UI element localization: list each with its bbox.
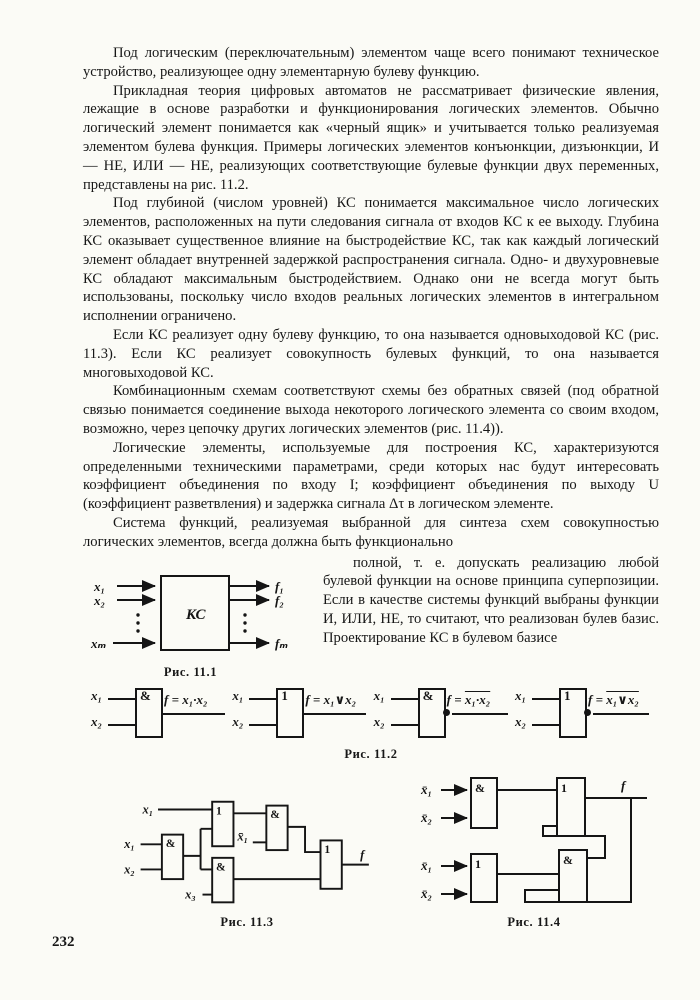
gate-box — [559, 688, 587, 738]
figure-11-3-caption: Рис. 11.3 — [220, 914, 274, 929]
wire — [391, 698, 418, 700]
nor-gate — [513, 686, 653, 744]
gate-formula: f = x₁·x₂ — [164, 691, 208, 707]
output-label-f1: f₁ — [275, 578, 284, 594]
input-label-x1: x₁ — [373, 687, 385, 703]
wire — [249, 698, 276, 700]
input-label-x1: x₁ — [91, 687, 103, 703]
inversion-bubble — [443, 709, 450, 716]
gate-formula: f = x₁∨x₂ — [305, 691, 357, 707]
text-column — [83, 44, 659, 930]
paragraph-2: Прикладная теория цифровых автоматов не рассматривает физические явления, лежащие в основе разработки и функционирования логических элементов. Обычно логический элемент понимается как «черный ящик» и учитывается только реализуемая элементом булева функция. Примеры логических элементов конъюнкции, дизъюнкции, И — НЕ, ИЛИ — НЕ, реализующих соответствующие булевые функции двух переменных, представлены на рис. 11.2. — [83, 82, 659, 193]
or-gate — [230, 686, 370, 744]
input-label-xm: xₘ — [91, 635, 107, 651]
wire — [108, 724, 135, 726]
gate-type-label: 1 — [563, 687, 571, 703]
wire — [532, 724, 559, 726]
output-label-fm: fₘ — [275, 635, 288, 651]
paragraph-5: Комбинационным схемам соответствуют схемы без обратных связей (под обратной связью понимается соединение выхода некоторого логического элемента со своим входом, возможно, через цепочку других логических элементов (рис. 11.4)). — [83, 383, 659, 437]
figure-11-1-diagram — [83, 566, 298, 662]
signal-label-f: f — [360, 847, 365, 862]
gate-formula: f = x₁∨x₂ — [587, 691, 639, 707]
input-label-x2: x₂ — [373, 713, 385, 729]
wires — [141, 809, 369, 894]
gate-type-label: 1 — [216, 803, 222, 817]
gate-type-label: 1 — [281, 687, 288, 703]
figure-11-2-caption: Рис. 11.2 — [344, 746, 398, 761]
wire — [161, 713, 225, 715]
and-gate — [89, 686, 229, 744]
gate-formula: f = x₁·x₂ — [446, 691, 491, 707]
gate-box — [418, 688, 446, 738]
signal-label-x1: x₁ — [124, 836, 135, 851]
gate-type-label: & — [140, 687, 151, 703]
signal-label-x2-not: x̄₂ — [421, 809, 433, 825]
figure-11-3 — [111, 794, 383, 930]
paragraph-7-wrap: полной, т. е. допускать реализацию любой булевой функции на основе принципа суперпозиции. Если в качестве системы функций выбраны функции И, ИЛИ, НЕ, то считают, что реализован булев базис. Проектирование КС в булевом базисе — [323, 554, 659, 646]
gate-type-label: & — [165, 836, 176, 850]
input-label-x1: x₁ — [232, 687, 244, 703]
paragraph-4: Если КС реализует одну булеву функцию, то она называется одновыходовой КС (рис. 11.3). Если КС реализует совокупность булевых функций, то она называется многовыходовой КС. — [83, 326, 659, 381]
paragraph-6: Логические элементы, используемые для построения КС, характеризуются определенными техническими параметрами, среди которых нас будут интересовать коэффициент объединения по входу I; коэффициент объединения по выходу U (коэффициент разветвления) и задержка сигнала Δτ в логическом элементе. — [83, 439, 659, 513]
kc-box-label: КС — [186, 606, 206, 623]
input-label-x1: x₁ — [514, 687, 527, 703]
figure-11-3-diagram — [111, 794, 383, 912]
gate-type-label: 1 — [561, 780, 567, 795]
figure-11-4 — [409, 770, 659, 930]
paragraph-1: Под логическим (переключательным) элементом чаще всего понимают техническое устройство, реализующее одну элементарную булеву функцию. — [83, 45, 659, 80]
figures-row — [83, 770, 659, 930]
figure-11-2-gates — [83, 686, 659, 744]
wire — [108, 698, 135, 700]
gate-box — [276, 688, 304, 738]
wire — [249, 724, 276, 726]
figure-11-4-diagram — [409, 770, 659, 912]
wire — [532, 698, 559, 700]
paragraph-7-lead: Система функций, реализуемая выбранной для синтеза схем совокупностью логических элементов, всегда должна быть функционально — [83, 514, 659, 550]
signal-label-x2: x₂ — [124, 861, 135, 876]
input-label-x2: x₂ — [91, 713, 103, 729]
gate-type-label: & — [422, 687, 434, 703]
wire — [391, 724, 418, 726]
gate-type-label: & — [475, 780, 485, 795]
input-label-x2: x₂ — [232, 713, 244, 729]
figure-11-2 — [83, 686, 659, 762]
signal-label-x1-not: x̄₁ — [421, 857, 433, 873]
paragraph-3: Под глубиной (числом уровней) КС понимается максимальное число логических элементов, расположенных на пути следования сигнала от входов КС к ее выходу. Глубина КС оказывает существенное влияние на быстродействие КС, так как каждый логический элемент обладает внутренней задержкой распространения сигнала. Одно- и двухуровневые КС обладают максимальным быстродействием. Однако они не всегда могут быть использованы, поскольку число входов реальных логических элементов в интегральном исполнении ограничено. — [83, 195, 659, 325]
wire — [302, 713, 366, 715]
gate-box — [135, 688, 163, 738]
signal-label-f: f — [621, 777, 626, 793]
figure-text-wrap-row — [83, 554, 659, 680]
gate-type-label: & — [563, 852, 573, 867]
signal-label-x1-top: x₁ — [142, 801, 154, 816]
wire — [593, 713, 649, 715]
signal-label-x1-not: x̄₁ — [237, 828, 248, 843]
signal-label-x2-not: x̄₂ — [421, 885, 433, 901]
gate-type-label: 1 — [475, 856, 481, 871]
input-label-x1: x₁ — [94, 578, 106, 594]
signal-label-x3: x₃ — [185, 886, 196, 901]
gate-type-label: 1 — [324, 842, 331, 856]
input-label-x2: x₂ — [514, 713, 527, 729]
gate-type-label: & — [270, 807, 280, 821]
signal-label-x1-not: x̄₁ — [421, 781, 433, 797]
wire — [452, 713, 508, 715]
nand-gate — [372, 686, 512, 744]
figure-11-1 — [83, 554, 323, 680]
output-label-f2: f₂ — [275, 592, 284, 608]
figure-11-1-caption: Рис. 11.1 — [163, 664, 218, 679]
inversion-bubble — [584, 709, 591, 716]
input-label-x2: x₂ — [94, 592, 106, 608]
gate-type-label: & — [216, 859, 226, 873]
figure-11-4-caption: Рис. 11.4 — [507, 914, 561, 929]
page-number: 232 — [52, 934, 75, 950]
